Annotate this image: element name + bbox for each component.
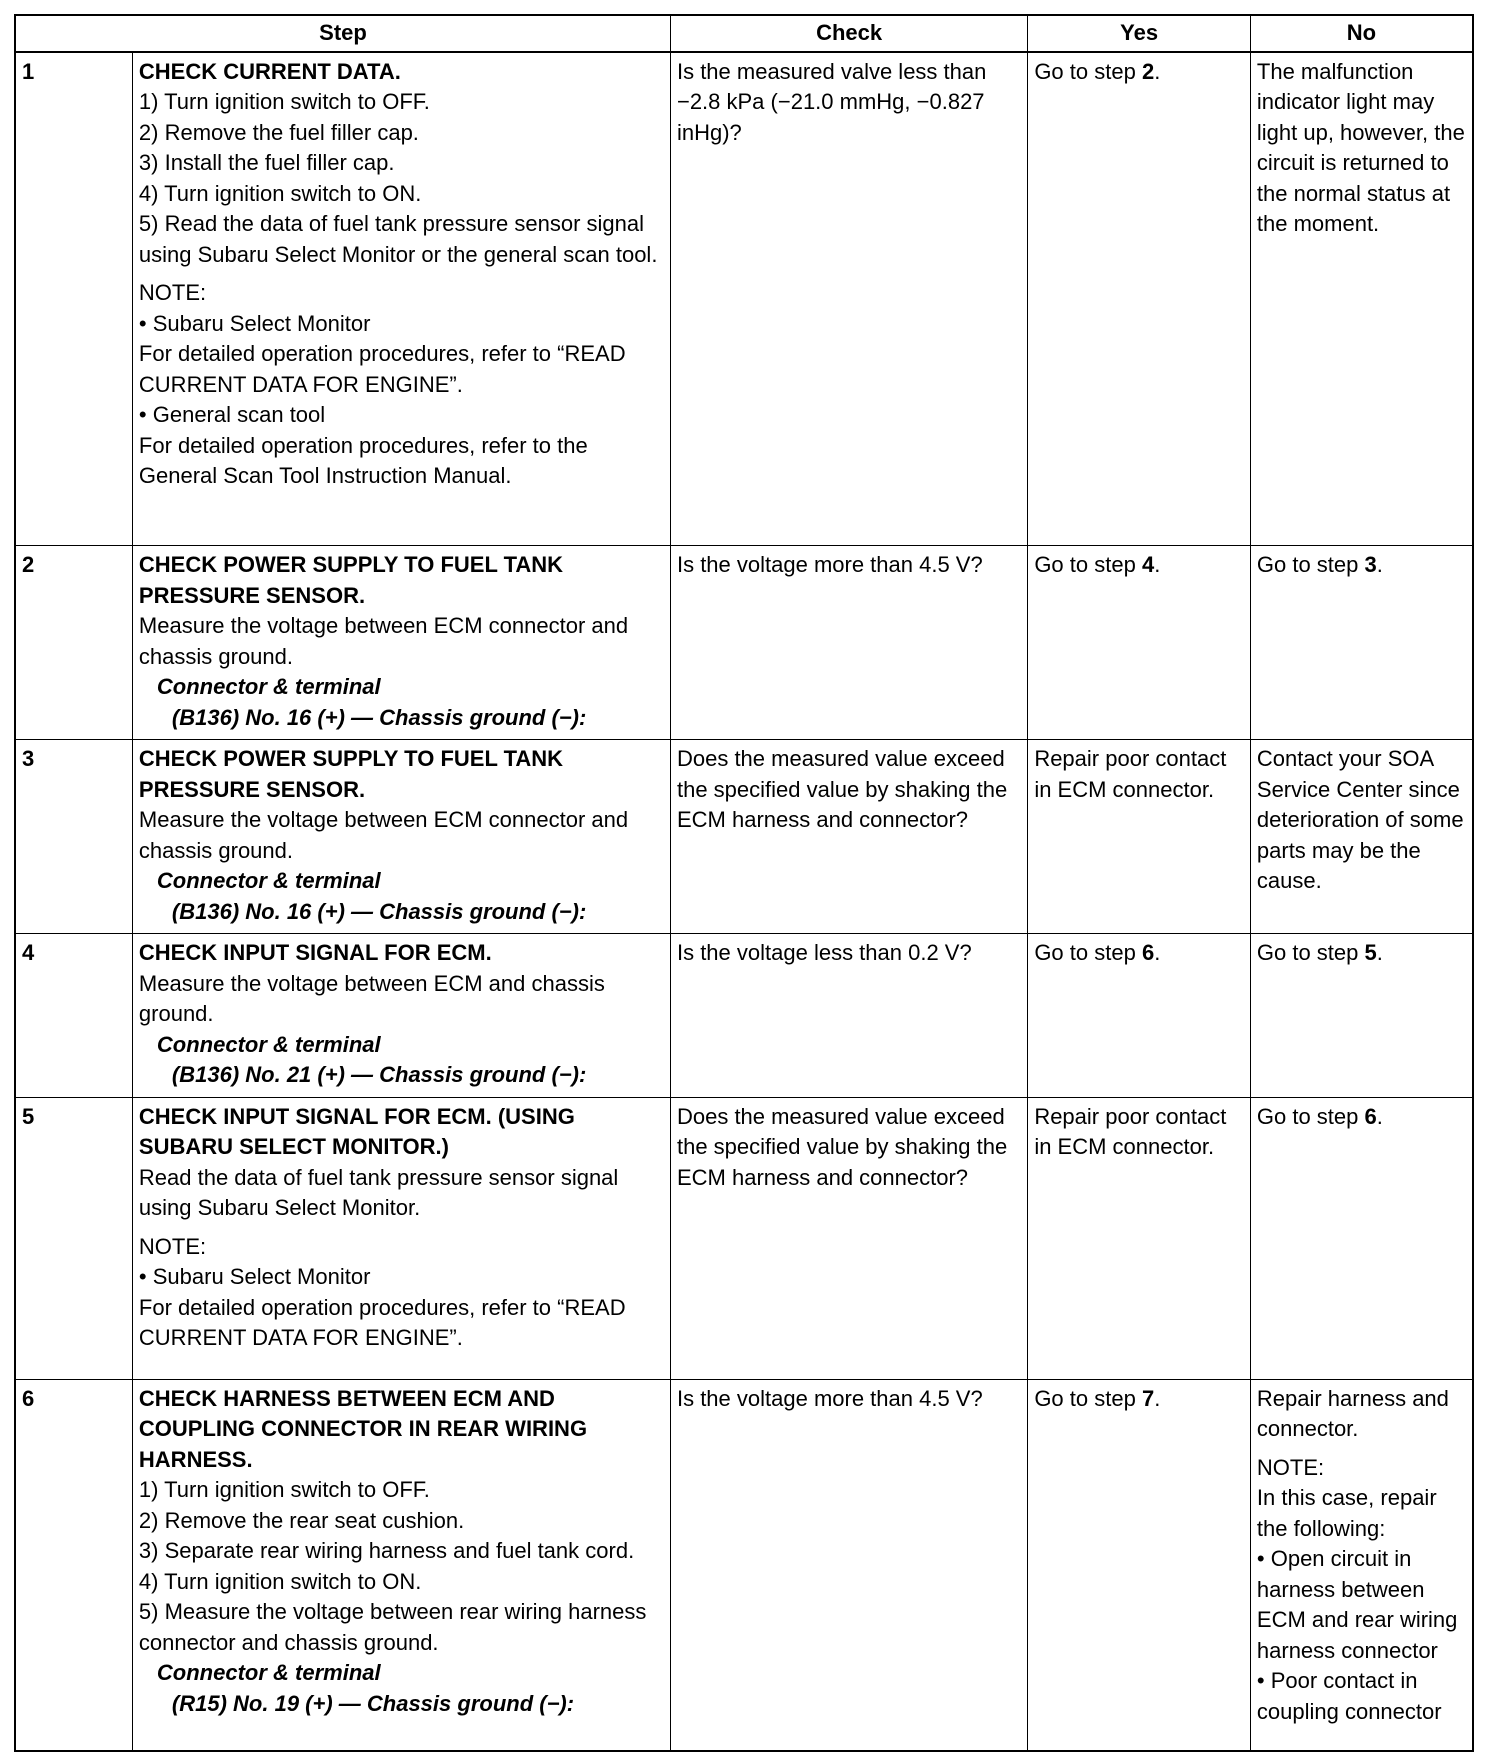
note-label: NOTE:	[1256, 1454, 1325, 1480]
no-cell	[1250, 1097, 1473, 1379]
note-bullet: • Open circuit in harness between ECM and rear wiring harness connector	[1257, 1544, 1466, 1666]
yes-cell: Repair poor contact in ECM connector.	[1028, 740, 1251, 934]
yes-prefix: Go to step	[1034, 1385, 1142, 1411]
note-bullet: • General scan tool	[139, 400, 664, 431]
header-step: Step	[15, 15, 670, 52]
step-cell	[132, 1379, 670, 1751]
table-row	[15, 1097, 1473, 1379]
step-cell	[132, 934, 670, 1098]
no-cell	[1250, 546, 1473, 740]
no-prefix: Go to step	[1256, 940, 1365, 965]
step-number: 1	[15, 52, 132, 546]
yes-step-link[interactable]: 7	[1141, 1385, 1155, 1411]
table-row	[15, 934, 1473, 1098]
no-cell: Contact your SOA Service Center since deterioration of some parts may be the cause.	[1250, 740, 1473, 934]
yes-cell	[1028, 52, 1251, 546]
header-yes: Yes	[1028, 15, 1251, 52]
step-line: 3) Install the fuel filler cap.	[138, 150, 395, 175]
yes-step-link[interactable]: 4	[1141, 552, 1155, 577]
step-line: 1) Turn ignition switch to OFF.	[138, 1477, 430, 1502]
step-title: CHECK POWER SUPPLY TO FUEL TANK PRESSURE SENSOR.	[138, 746, 564, 802]
connector-terminal: (R15) No. 19 (+) — Chassis ground (−):	[171, 1690, 575, 1716]
table-row	[15, 52, 1473, 546]
step-body: Measure the voltage between ECM connector and chassis ground.	[138, 807, 629, 863]
note-bullet: • Poor contact in coupling connector	[1257, 1666, 1466, 1727]
diagnostic-table-sheet	[14, 14, 1474, 1752]
step-title: CHECK INPUT SIGNAL FOR ECM.	[138, 940, 492, 965]
no-step-link[interactable]: 3	[1364, 552, 1377, 577]
connector-heading: Connector & terminal	[156, 1660, 381, 1685]
step-body: Measure the voltage between ECM and chassis ground.	[138, 970, 605, 1026]
yes-suffix: .	[1154, 940, 1161, 965]
no-cell	[1250, 1379, 1473, 1751]
header-no: No	[1250, 15, 1473, 52]
step-number: 3	[15, 740, 132, 934]
step-cell	[132, 52, 670, 546]
yes-step-link[interactable]: 2	[1141, 58, 1155, 84]
note-label: NOTE:	[138, 1233, 207, 1259]
yes-suffix: .	[1154, 552, 1161, 577]
connector-terminal: (B136) No. 21 (+) — Chassis ground (−):	[171, 1062, 587, 1087]
yes-cell: Repair poor contact in ECM connector.	[1028, 1097, 1251, 1379]
step-title: CHECK HARNESS BETWEEN ECM AND COUPLING CONNECTOR IN REAR WIRING HARNESS.	[138, 1385, 588, 1472]
step-number: 2	[15, 546, 132, 740]
table-row	[15, 1379, 1473, 1751]
no-cell	[1250, 934, 1473, 1098]
step-cell	[132, 546, 670, 740]
check-cell: Is the measured valve less than −2.8 kPa (−21.0 mmHg, −0.827 inHg)?	[670, 52, 1027, 546]
no-prefix: Go to step	[1256, 552, 1365, 577]
check-cell: Does the measured value exceed the specified value by shaking the ECM harness and connector?	[670, 1097, 1027, 1379]
no-step-link[interactable]: 5	[1364, 940, 1377, 965]
step-line: 1) Turn ignition switch to OFF.	[138, 89, 430, 114]
note-label: NOTE:	[138, 280, 207, 305]
step-line: 2) Remove the fuel filler cap.	[138, 119, 419, 145]
step-body: Measure the voltage between ECM connector and chassis ground.	[138, 613, 629, 669]
check-cell: Is the voltage more than 4.5 V?	[670, 1379, 1027, 1751]
step-line: 5) Measure the voltage between rear wiring harness connector and chassis ground.	[138, 1599, 647, 1655]
step-number: 5	[15, 1097, 132, 1379]
connector-terminal: (B136) No. 16 (+) — Chassis ground (−):	[171, 898, 587, 924]
diagnostic-table	[14, 14, 1474, 1752]
yes-cell	[1028, 1379, 1251, 1751]
step-title: CHECK CURRENT DATA.	[138, 58, 401, 84]
step-cell	[132, 1097, 670, 1379]
no-action: Repair harness and connector.	[1256, 1385, 1449, 1441]
note-line: For detailed operation procedures, refer to “READ CURRENT DATA FOR ENGINE”.	[138, 341, 626, 397]
note-line: For detailed operation procedures, refer to “READ CURRENT DATA FOR ENGINE”.	[138, 1294, 626, 1350]
connector-heading: Connector & terminal	[156, 868, 381, 893]
connector-heading: Connector & terminal	[156, 1031, 381, 1057]
yes-step-link[interactable]: 6	[1141, 940, 1155, 965]
step-title: CHECK POWER SUPPLY TO FUEL TANK PRESSURE SENSOR.	[138, 552, 564, 608]
yes-suffix: .	[1154, 1385, 1161, 1411]
connector-terminal: (B136) No. 16 (+) — Chassis ground (−):	[171, 704, 587, 730]
no-step-link[interactable]: 6	[1364, 1103, 1377, 1129]
yes-cell	[1028, 934, 1251, 1098]
no-suffix: .	[1376, 552, 1383, 577]
step-line: 3) Separate rear wiring harness and fuel tank cord.	[138, 1538, 635, 1563]
yes-prefix: Go to step	[1034, 552, 1142, 577]
no-prefix: Go to step	[1256, 1103, 1365, 1129]
yes-prefix: Go to step	[1034, 58, 1142, 84]
no-cell: The malfunction indicator light may light up, however, the circuit is returned to the normal status at the moment.	[1250, 52, 1473, 546]
check-cell: Is the voltage less than 0.2 V?	[670, 934, 1027, 1098]
note-line: For detailed operation procedures, refer to the General Scan Tool Instruction Manual.	[138, 432, 588, 488]
note-line: In this case, repair the following:	[1256, 1485, 1437, 1541]
check-cell: Is the voltage more than 4.5 V?	[670, 546, 1027, 740]
step-title: CHECK INPUT SIGNAL FOR ECM. (USING SUBARU SELECT MONITOR.)	[138, 1103, 575, 1159]
check-cell: Does the measured value exceed the specified value by shaking the ECM harness and connector?	[670, 740, 1027, 934]
header-check: Check	[670, 15, 1027, 52]
note-bullet: • Subaru Select Monitor	[139, 1262, 664, 1293]
table-row	[15, 546, 1473, 740]
yes-cell	[1028, 546, 1251, 740]
step-cell	[132, 740, 670, 934]
step-line: 2) Remove the rear seat cushion.	[138, 1507, 465, 1533]
step-body: Read the data of fuel tank pressure sensor signal using Subaru Select Monitor.	[138, 1164, 619, 1220]
step-number: 4	[15, 934, 132, 1098]
no-suffix: .	[1376, 1103, 1383, 1129]
step-line: 5) Read the data of fuel tank pressure sensor signal using Subaru Select Monitor or the general scan tool.	[138, 211, 658, 267]
yes-suffix: .	[1154, 58, 1161, 84]
header-row	[15, 15, 1473, 52]
step-number: 6	[15, 1379, 132, 1751]
note-bullet: • Subaru Select Monitor	[139, 309, 664, 340]
no-suffix: .	[1376, 940, 1383, 965]
yes-prefix: Go to step	[1034, 940, 1142, 965]
step-line: 4) Turn ignition switch to ON.	[138, 1568, 422, 1594]
connector-heading: Connector & terminal	[156, 674, 381, 699]
step-line: 4) Turn ignition switch to ON.	[138, 180, 422, 206]
table-row	[15, 740, 1473, 934]
